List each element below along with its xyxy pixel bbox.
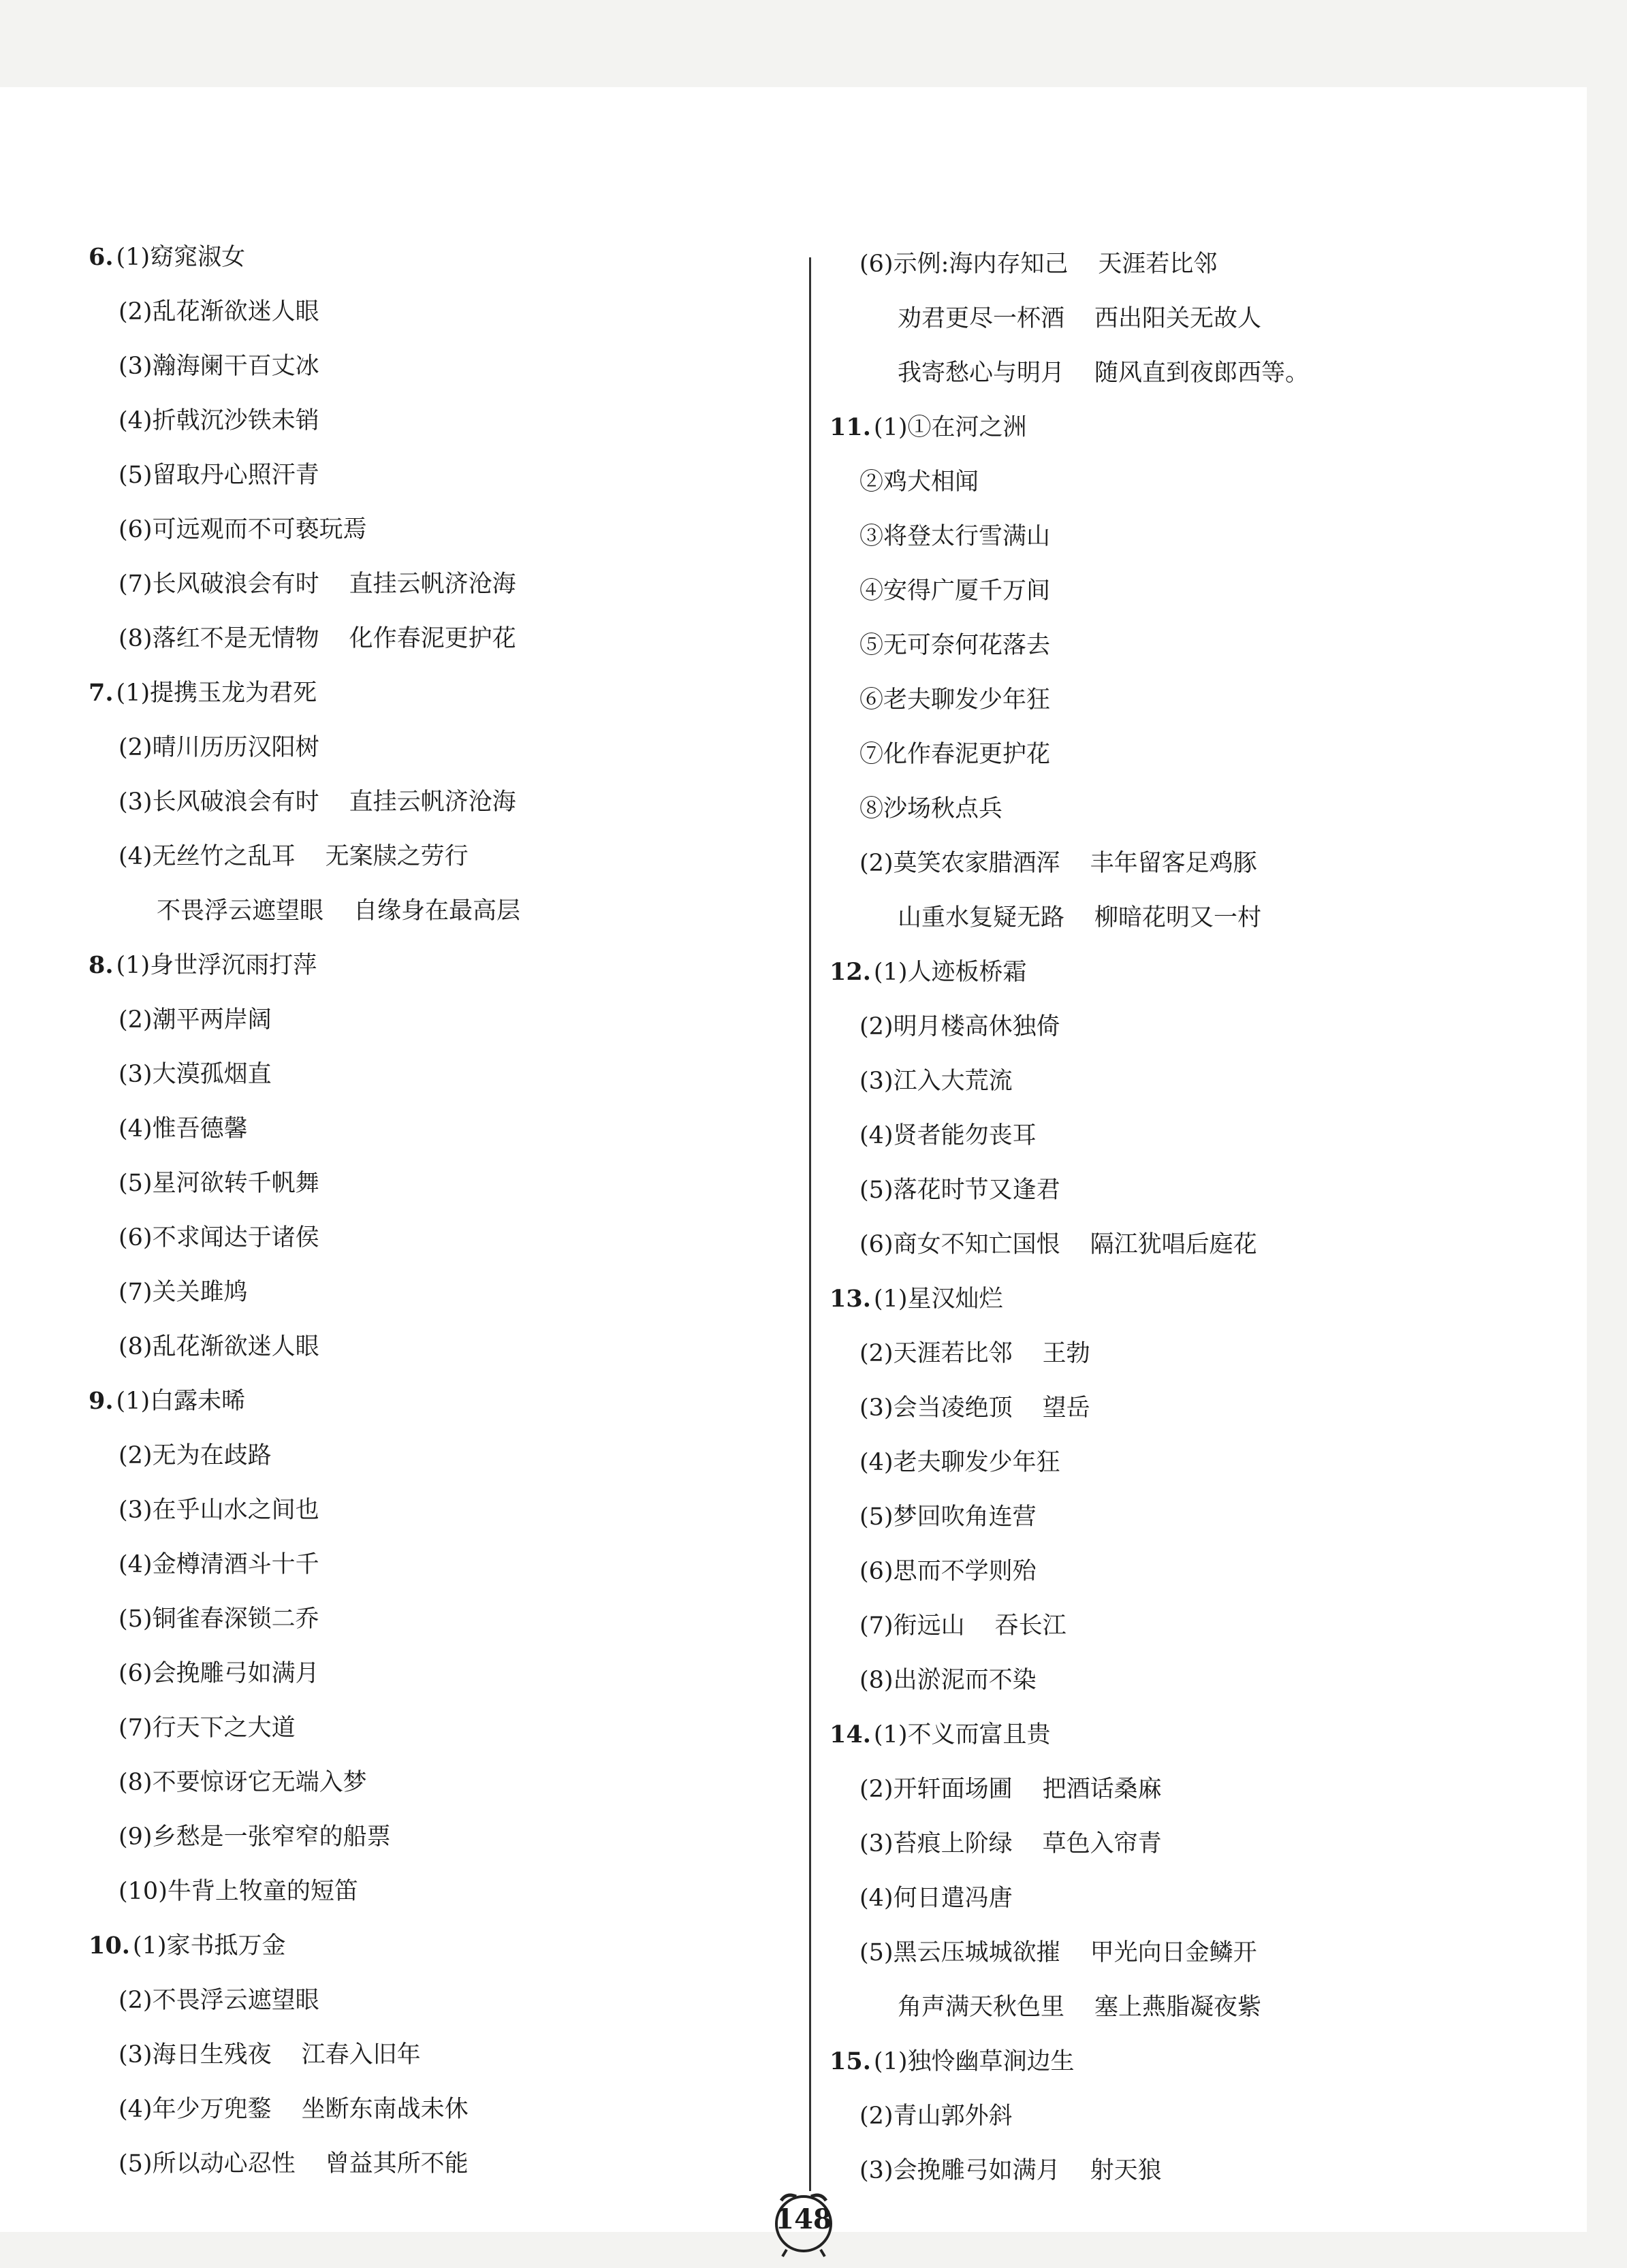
answer-text: 直挂云帆济沧海 <box>349 571 516 598</box>
answer-text: (4)惟吾德馨 <box>119 1115 248 1143</box>
answer-text: 劝君更尽一杯酒 <box>898 305 1065 332</box>
answer-line <box>830 2034 1309 2089</box>
answer-line <box>830 237 1309 291</box>
answer-text: (5)星河欲转千帆舞 <box>119 1170 319 1197</box>
answer-line <box>830 1599 1309 1653</box>
answer-text: (2)明月楼高休独倚 <box>859 1013 1060 1040</box>
answer-line <box>89 502 520 557</box>
answer-line <box>89 1428 520 1483</box>
answer-line <box>89 1864 520 1919</box>
answer-line <box>830 782 1309 836</box>
answer-text: 江春入旧年 <box>301 2041 421 2069</box>
answer-text: 天涯若比邻 <box>1098 251 1218 278</box>
answer-text: (3)会挽雕弓如满月 <box>859 2157 1060 2184</box>
left-column <box>89 230 520 2191</box>
answer-text: 随风直到夜郎西等。 <box>1094 360 1310 387</box>
answer-text: (5)铜雀春深锁二乔 <box>119 1606 319 1633</box>
answer-line <box>89 1265 520 1320</box>
answer-line <box>89 1701 520 1755</box>
answer-line <box>830 1817 1309 1871</box>
answer-text: (6)不求闻达于诸侯 <box>119 1224 319 1251</box>
answer-text: 射天狼 <box>1090 2157 1162 2184</box>
answer-text: 甲光向日金鳞开 <box>1090 1939 1257 1966</box>
answer-line <box>89 1102 520 1156</box>
answer-text: (3)瀚海阑干百丈冰 <box>119 353 319 380</box>
answer-text: 自缘身在最高层 <box>353 897 521 925</box>
answer-line <box>830 1000 1309 1054</box>
question-number: 14. <box>830 1721 871 1748</box>
answer-text: (4)无丝竹之乱耳 <box>119 843 296 870</box>
answer-line <box>830 1708 1309 1762</box>
answer-text: (3)江入大荒流 <box>859 1068 1013 1095</box>
answer-line <box>830 1163 1309 1217</box>
answer-text: (7)关关雎鸠 <box>119 1279 248 1306</box>
answer-text: (3)海日生残夜 <box>119 2041 272 2069</box>
answer-text: 角声满天秋色里 <box>898 1994 1065 2021</box>
answer-text: (6)示例:海内存知己 <box>859 251 1069 278</box>
answer-line <box>830 1762 1309 1817</box>
answer-text: (1)家书抵万金 <box>132 1932 286 1960</box>
answer-text: 坐断东南战未休 <box>301 2096 469 2123</box>
answer-line <box>830 1980 1309 2034</box>
answer-line <box>830 1272 1309 1326</box>
answer-text: (10)牛背上牧童的短笛 <box>119 1878 358 1905</box>
column-divider <box>809 257 811 2191</box>
answer-line <box>830 455 1309 509</box>
answer-text: (1)独怜幽草涧边生 <box>873 2048 1075 2075</box>
question-number: 7. <box>89 679 114 707</box>
answer-text: (2)不畏浮云遮望眼 <box>119 1987 319 2014</box>
answer-line <box>89 938 520 993</box>
answer-text: (2)青山郭外斜 <box>859 2103 1013 2130</box>
answer-text: 化作春泥更护花 <box>349 625 516 652</box>
answer-text: 曾益其所不能 <box>325 2150 469 2177</box>
answer-line <box>89 2028 520 2082</box>
answer-line <box>830 1054 1309 1108</box>
question-number: 6. <box>89 243 114 271</box>
answer-text: (1)提携玉龙为君死 <box>116 680 317 707</box>
answer-text: ⑧沙场秋点兵 <box>859 795 1003 822</box>
answer-line <box>830 1871 1309 1926</box>
answer-text: (4)老夫聊发少年狂 <box>859 1449 1060 1476</box>
question-number: 11. <box>830 413 871 441</box>
answer-line <box>89 829 520 884</box>
answer-line <box>89 2137 520 2191</box>
answer-line <box>89 230 520 285</box>
answer-text: 山重水复疑无路 <box>898 904 1065 931</box>
answer-line <box>89 1320 520 1374</box>
answer-line <box>89 1810 520 1864</box>
answer-text: (2)潮平两岸阔 <box>119 1006 272 1034</box>
answer-text: (3)会当凌绝顶 <box>859 1394 1013 1422</box>
answer-text: (9)乡愁是一张窄窄的船票 <box>119 1823 391 1851</box>
answer-text: (8)出淤泥而不染 <box>859 1667 1037 1694</box>
answer-text: (3)苔痕上阶绿 <box>859 1830 1013 1857</box>
answer-text: (4)贤者能勿丧耳 <box>859 1122 1037 1149</box>
question-number: 12. <box>830 958 871 986</box>
answer-text: (7)长风破浪会有时 <box>119 571 319 598</box>
answer-line <box>89 993 520 1047</box>
answer-line <box>830 1435 1309 1490</box>
answer-text: 把酒话桑麻 <box>1042 1776 1162 1803</box>
answer-text: (1)人迹板桥霜 <box>873 959 1027 986</box>
answer-line <box>830 618 1309 673</box>
answer-line <box>830 891 1309 945</box>
answer-line <box>89 1973 520 2028</box>
answer-text: (4)金樽清酒斗十千 <box>119 1551 319 1578</box>
answer-line <box>89 884 520 938</box>
answer-text: (2)莫笑农家腊酒浑 <box>859 850 1060 877</box>
answer-text: (8)不要惊讶它无端入梦 <box>119 1769 367 1796</box>
answer-line <box>89 775 520 829</box>
answer-text: (4)何日遣冯唐 <box>859 1885 1013 1912</box>
answer-line <box>830 673 1309 727</box>
answer-text: 隔江犹唱后庭花 <box>1090 1231 1257 1258</box>
answer-line <box>89 1483 520 1537</box>
question-number: 10. <box>89 1932 130 1960</box>
answer-text: 直挂云帆济沧海 <box>349 788 516 816</box>
answer-text: 塞上燕脂凝夜紫 <box>1094 1994 1262 2021</box>
answer-line <box>89 557 520 611</box>
answer-line <box>830 1108 1309 1163</box>
answer-line <box>830 1326 1309 1381</box>
answer-text: (7)行天下之大道 <box>119 1714 296 1742</box>
question-number: 13. <box>830 1285 871 1313</box>
answer-text: (7)衔远山 <box>859 1612 965 1640</box>
answer-line <box>89 611 520 666</box>
answer-line <box>830 1217 1309 1272</box>
answer-line <box>830 564 1309 618</box>
answer-text: (4)折戟沉沙铁未销 <box>119 407 319 434</box>
answer-text: 不畏浮云遮望眼 <box>157 897 324 925</box>
answer-line <box>830 2143 1309 2198</box>
answer-line <box>89 1592 520 1646</box>
answer-line <box>830 1653 1309 1708</box>
answer-line <box>89 1919 520 1973</box>
answer-line <box>89 720 520 775</box>
answer-line <box>830 400 1309 455</box>
answer-text: (3)大漠孤烟直 <box>119 1061 272 1088</box>
right-column <box>830 237 1309 2198</box>
answer-text: (5)落花时节又逢君 <box>859 1177 1060 1204</box>
answer-text: (3)长风破浪会有时 <box>119 788 319 816</box>
answer-line <box>89 285 520 339</box>
page-number: 148 <box>775 2203 832 2235</box>
answer-line <box>830 346 1309 400</box>
answer-text: (5)留取丹心照汗青 <box>119 462 319 489</box>
answer-text: 柳暗花明又一村 <box>1094 904 1262 931</box>
question-number: 15. <box>830 2047 871 2075</box>
answer-text: (2)晴川历历汉阳树 <box>119 734 319 761</box>
answer-line <box>830 727 1309 782</box>
answer-line <box>89 2082 520 2137</box>
answer-text: (6)思而不学则殆 <box>859 1558 1037 1585</box>
answer-page <box>0 87 1587 2235</box>
answer-text: ⑦化作春泥更护花 <box>859 741 1051 768</box>
question-number: 8. <box>89 951 114 979</box>
answer-line <box>89 1755 520 1810</box>
answer-text: (1)窈窕淑女 <box>116 244 246 271</box>
answer-text: (1)①在河之洲 <box>873 414 1027 441</box>
answer-line <box>89 1374 520 1428</box>
answer-line <box>89 394 520 448</box>
answer-line <box>830 945 1309 1000</box>
answer-line <box>89 1156 520 1211</box>
answer-line <box>89 339 520 394</box>
answer-line <box>830 291 1309 346</box>
answer-text: (3)在乎山水之间也 <box>119 1497 319 1524</box>
answer-text: ③将登太行雪满山 <box>859 523 1051 550</box>
answer-text: (4)年少万兜鍪 <box>119 2096 272 2123</box>
answer-text: ②鸡犬相闻 <box>859 468 979 496</box>
answer-text: (5)梦回吹角连营 <box>859 1503 1037 1531</box>
answer-line <box>830 1544 1309 1599</box>
page-number-badge <box>766 2184 841 2259</box>
answer-line <box>830 2089 1309 2143</box>
answer-text: (1)身世浮沉雨打萍 <box>116 952 317 979</box>
answer-text: ⑥老夫聊发少年狂 <box>859 686 1051 714</box>
answer-line <box>830 836 1309 891</box>
answer-text: (6)会挽雕弓如满月 <box>119 1660 319 1687</box>
answer-text: 草色入帘青 <box>1042 1830 1162 1857</box>
answer-text: (1)星汉灿烂 <box>873 1285 1003 1313</box>
answer-text: (8)落红不是无情物 <box>119 625 319 652</box>
answer-line <box>89 666 520 720</box>
answer-line <box>89 448 520 502</box>
answer-text: (2)无为在歧路 <box>119 1442 272 1469</box>
question-number: 9. <box>89 1387 114 1415</box>
answer-text: 望岳 <box>1042 1394 1090 1422</box>
answer-text: 吞长江 <box>994 1612 1067 1640</box>
answer-text: (2)乱花渐欲迷人眼 <box>119 298 319 325</box>
answer-text: (6)可远观而不可亵玩焉 <box>119 516 367 543</box>
answer-text: 西出阳关无故人 <box>1094 305 1262 332</box>
answer-line <box>830 1381 1309 1435</box>
answer-line <box>89 1047 520 1102</box>
answer-text: 王勃 <box>1042 1340 1090 1367</box>
answer-text: (1)白露未晞 <box>116 1388 246 1415</box>
answer-line <box>89 1537 520 1592</box>
answer-text: 我寄愁心与明月 <box>898 360 1065 387</box>
answer-text: (2)开轩面场圃 <box>859 1776 1013 1803</box>
answer-line <box>830 509 1309 564</box>
answer-text: 丰年留客足鸡豚 <box>1090 850 1257 877</box>
answer-line <box>89 1211 520 1265</box>
answer-text: (1)不义而富且贵 <box>873 1721 1051 1748</box>
answer-text: ⑤无可奈何花落去 <box>859 632 1051 659</box>
answer-line <box>89 1646 520 1701</box>
answer-text: (5)黑云压城城欲摧 <box>859 1939 1060 1966</box>
answer-text: (6)商女不知亡国恨 <box>859 1231 1060 1258</box>
answer-line <box>830 1490 1309 1544</box>
answer-text: (5)所以动心忍性 <box>119 2150 296 2177</box>
answer-text: ④安得广厦千万间 <box>859 577 1051 605</box>
answer-text: 无案牍之劳行 <box>325 843 469 870</box>
answer-text: (8)乱花渐欲迷人眼 <box>119 1333 319 1360</box>
answer-line <box>830 1926 1309 1980</box>
answer-text: (2)天涯若比邻 <box>859 1340 1013 1367</box>
